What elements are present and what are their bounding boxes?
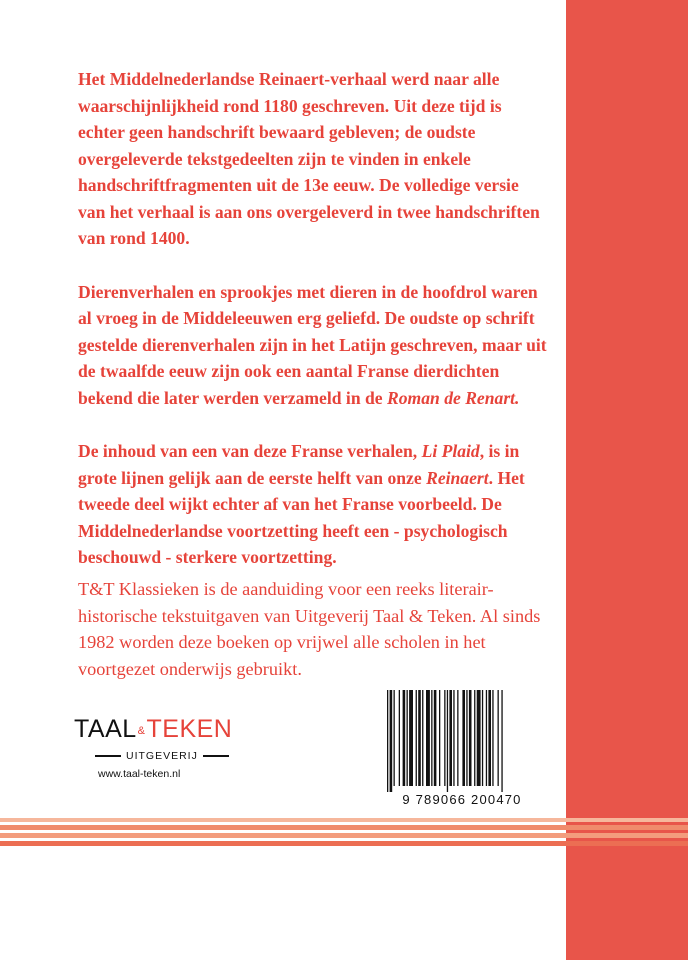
publisher-url: www.taal-teken.nl xyxy=(98,768,181,780)
logo-subtitle xyxy=(90,750,234,762)
barcode-bar xyxy=(426,690,430,786)
barcode-bar xyxy=(453,690,454,786)
stripe-3 xyxy=(0,833,688,838)
barcode-bar xyxy=(422,690,423,786)
barcode-bar xyxy=(488,690,491,786)
barcode-bar xyxy=(418,690,421,786)
paragraph-2-text: Dierenverhalen en sprookjes met dieren in de hoofdrol waren al vroeg in de Middeleeuwen erg geliefd. De oudste op schrift gestelde dierenverhalen zijn in het Latijn geschreven, maar uit de twaalfde eeuw zijn ook een aantal Franse dierdichten bekend die later werden verzameld in de xyxy=(78,281,547,408)
barcode-bar xyxy=(498,690,499,786)
paragraph-3-title-1: Li Plaid xyxy=(421,441,480,461)
barcode-bar xyxy=(486,690,487,786)
paragraph-3-text-c: . Het tweede deel wijkt echter af van het Franse voorbeeld. De Middelnederlandse voortzetting heeft een - psychologisch beschouwd - sterkere voortzetting. xyxy=(78,467,525,567)
logo-subtitle-text: UITGEVERIJ xyxy=(126,750,198,762)
barcode-bar xyxy=(482,690,483,786)
barcode-bar xyxy=(416,690,417,786)
barcode-bar xyxy=(449,690,452,786)
paragraph-2 xyxy=(78,279,550,412)
stripe-1 xyxy=(0,818,688,822)
logo-rule-left xyxy=(95,755,121,757)
paragraph-3-title-2: Reinaert xyxy=(426,467,489,488)
barcode-bar xyxy=(474,690,475,786)
barcode-bar xyxy=(390,690,393,794)
barcode-bars xyxy=(381,690,543,794)
barcode-bar xyxy=(439,690,440,786)
publisher-logo xyxy=(74,714,234,780)
barcode-bar xyxy=(457,690,458,786)
blurb-text xyxy=(78,66,550,598)
barcode-bar xyxy=(394,690,395,786)
barcode-bar xyxy=(469,690,472,786)
barcode-bar xyxy=(466,690,467,786)
red-side-band xyxy=(566,0,688,960)
logo-word-teken: TEKEN xyxy=(146,715,233,743)
barcode-bar xyxy=(477,690,481,786)
paragraph-3-text-b: , is in grote lijnen gelijk aan de eerste helft van onze xyxy=(78,441,520,488)
barcode-bar xyxy=(444,690,445,786)
paragraph-2-title: Roman de Renart. xyxy=(387,387,520,408)
stripe-4 xyxy=(0,841,688,846)
barcode-bar xyxy=(387,690,388,794)
barcode-bar xyxy=(462,690,465,786)
paragraph-1: Het Middelnederlandse Reinaert-verhaal werd naar alle waarschijnlijkheid rond 1180 geschreven. Uit deze tijd is echter geen handschrift bewaard gebleven; de oudste overgeleverde tekstgedeelten zijn te vinden in enkele handschriftfragmenten uit de 13e eeuw. De volledige versie van het verhaal is aan ons overgeleverd in twee handschriften van rond 1400. xyxy=(78,69,540,248)
logo-rule-right xyxy=(203,755,229,757)
series-note: T&T Klassieken is de aanduiding voor een reeks literair-historische tekstuitgaven van Uitgeverij Taal & Teken. Al sinds 1982 worden deze boeken op vrijwel alle scholen in het voortgezet onderwijs gebruikt. xyxy=(78,579,541,679)
barcode-bar xyxy=(409,690,413,786)
paragraph-3 xyxy=(78,438,550,571)
barcode-bar xyxy=(403,690,406,786)
barcode-bar xyxy=(447,690,448,794)
paragraph-3-text-a: De inhoud van een van deze Franse verhalen, xyxy=(78,441,422,461)
logo-word-taal: TAAL xyxy=(74,715,137,743)
barcode-bar xyxy=(431,690,432,786)
barcode-bar xyxy=(399,690,400,786)
logo-ampersand: & xyxy=(137,725,146,737)
barcode-bar xyxy=(492,690,493,786)
logo-wordmark xyxy=(74,714,234,746)
isbn-number: 9 789066 200470 xyxy=(381,792,543,807)
barcode-bar xyxy=(501,690,502,794)
barcode-bar xyxy=(434,690,437,786)
stripe-2 xyxy=(0,825,688,830)
barcode-bar xyxy=(407,690,408,786)
